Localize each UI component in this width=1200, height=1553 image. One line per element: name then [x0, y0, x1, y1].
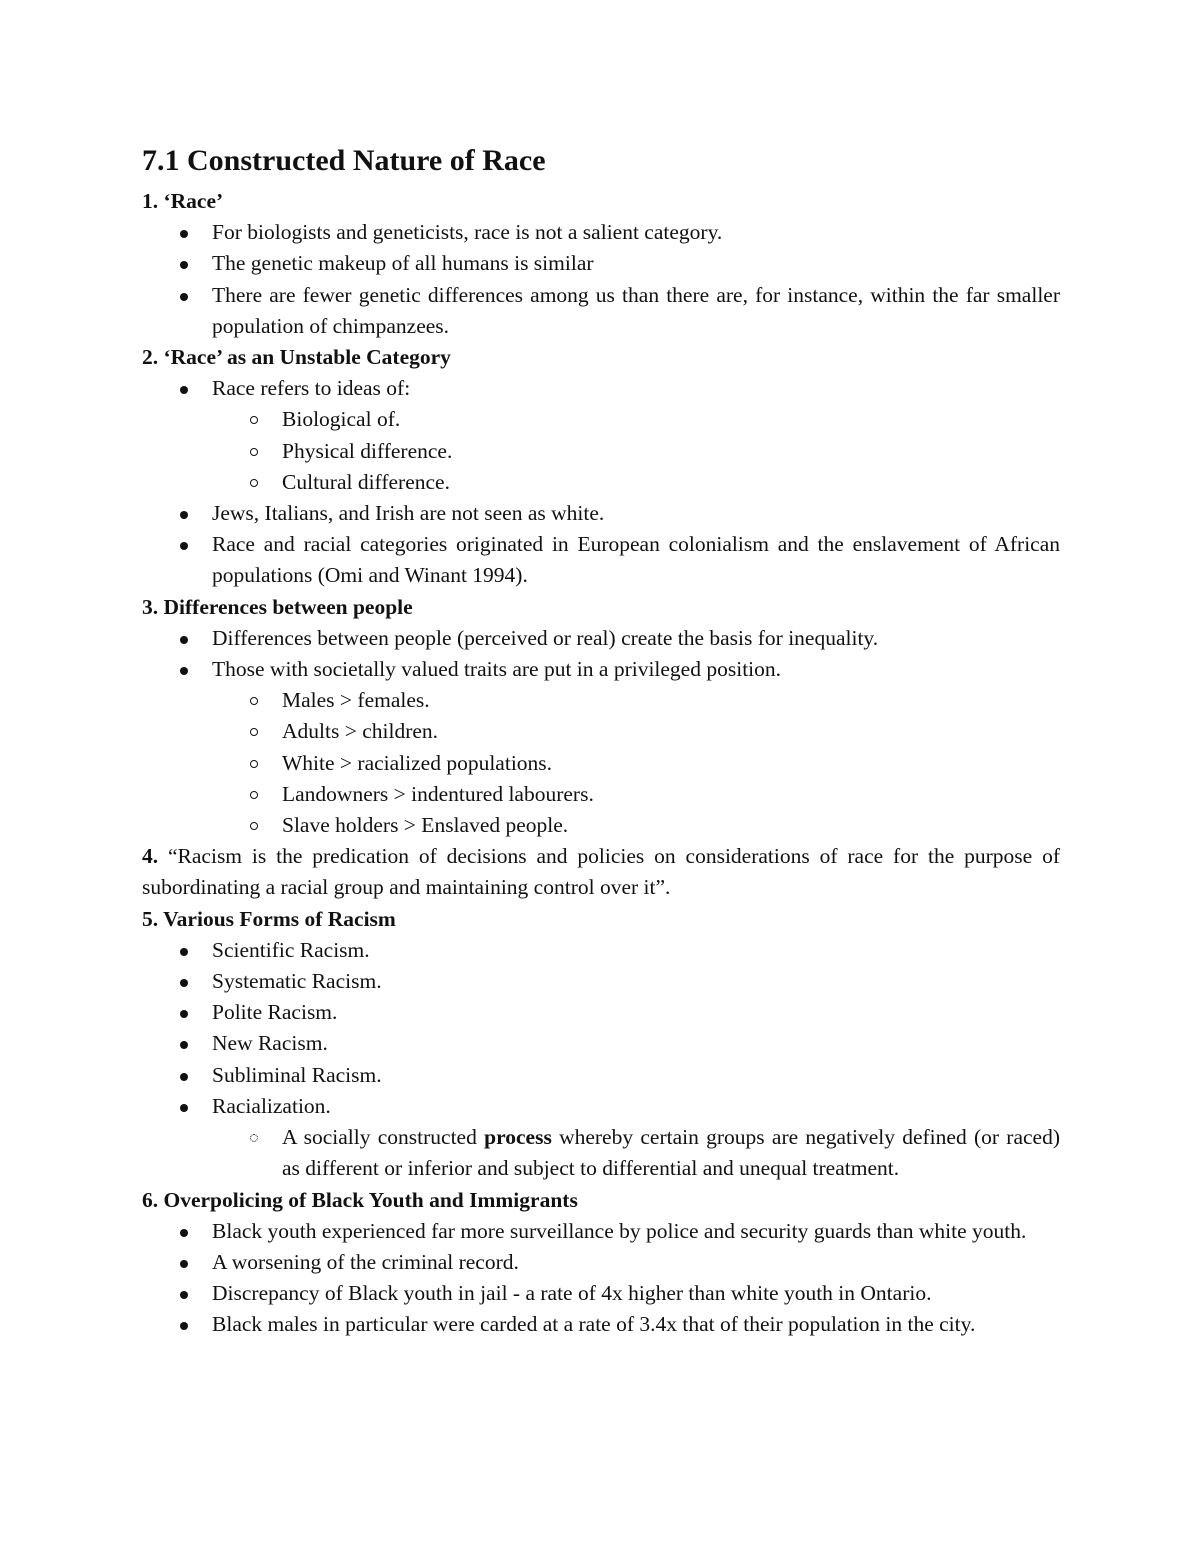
bullet-list [142, 217, 1060, 342]
list-item: For biologists and geneticists, race is not a salient category. [142, 217, 1060, 248]
bullet-icon [180, 386, 188, 394]
sub-bullet-icon [250, 1134, 258, 1142]
list-item: Discrepancy of Black youth in jail - a rate of 4x higher than white youth in Ontario. [142, 1278, 1060, 1309]
section-heading [142, 1185, 1060, 1216]
section-title: Overpolicing of Black Youth and Immigrants [163, 1187, 578, 1212]
section-3 [142, 592, 1060, 842]
bullet-icon [180, 511, 188, 519]
list-item: Race refers to ideas of: [142, 373, 1060, 404]
bullet-icon [180, 948, 188, 956]
section-4 [142, 841, 1060, 903]
sub-bullet-icon [250, 822, 258, 830]
section-title: Various Forms of Racism [163, 906, 396, 931]
section-heading [142, 186, 1060, 217]
list-item: Systematic Racism. [142, 966, 1060, 997]
quote-paragraph [142, 841, 1060, 903]
page-title: 7.1 Constructed Nature of Race [142, 144, 546, 177]
section-heading [142, 904, 1060, 935]
bullet-icon [180, 261, 188, 269]
bold-term: process [484, 1125, 552, 1150]
sub-list-item: Landowners > indentured labourers. [142, 779, 1060, 810]
list-item: Jews, Italians, and Irish are not seen as white. [142, 498, 1060, 529]
sub-list-item: Biological of. [142, 404, 1060, 435]
bullet-icon [180, 1229, 188, 1237]
section-number: 2. [142, 345, 159, 370]
sub-list-item: Physical difference. [142, 436, 1060, 467]
bullet-icon [180, 542, 188, 550]
bullet-icon [180, 1041, 188, 1049]
sub-bullet-icon [250, 448, 258, 456]
section-title: Differences between people [163, 594, 413, 619]
bullet-icon [180, 1104, 188, 1112]
bullet-icon [180, 1291, 188, 1299]
section-title: ‘Race’ [163, 189, 224, 213]
bullet-icon [180, 1073, 188, 1081]
list-item: Differences between people (perceived or real) create the basis for inequality. [142, 623, 1060, 654]
list-item: The genetic makeup of all humans is similar [142, 248, 1060, 279]
section-heading [142, 592, 1060, 623]
list-item: Polite Racism. [142, 997, 1060, 1028]
sub-bullet-icon [250, 791, 258, 799]
sub-list-item: A socially constructed process whereby certain groups are negatively defined (or raced) as different or inferior and subject to differential and unequal treatment. [142, 1122, 1060, 1184]
list-item: Those with societally valued traits are put in a privileged position. [142, 654, 1060, 685]
section-number: 3. [142, 594, 159, 619]
sub-list-item: Cultural difference. [142, 467, 1060, 498]
section-number: 1. [142, 189, 159, 213]
list-item: A worsening of the criminal record. [142, 1247, 1060, 1278]
list-item: Black youth experienced far more surveillance by police and security guards than white youth. [142, 1216, 1060, 1247]
sub-bullet-icon [250, 479, 258, 487]
bullet-icon [180, 293, 188, 301]
bullet-icon [180, 1010, 188, 1018]
list-item: Black males in particular were carded at a rate of 3.4x that of their population in the city. [142, 1309, 1060, 1340]
bullet-list [142, 1216, 1060, 1341]
list-item: Scientific Racism. [142, 935, 1060, 966]
sub-bullet-icon [250, 760, 258, 768]
bullet-icon [180, 636, 188, 644]
section-heading [142, 342, 1060, 373]
sub-list-item: Males > females. [142, 685, 1060, 716]
list-item: New Racism. [142, 1028, 1060, 1059]
sub-list-item: Slave holders > Enslaved people. [142, 810, 1060, 841]
section-title: ‘Race’ as an Unstable Category [163, 345, 451, 370]
list-item: There are fewer genetic differences among us than there are, for instance, within the far smaller population of chimpanzees. [142, 280, 1060, 342]
document-content [142, 140, 1060, 1341]
section-number: 6. [142, 1187, 159, 1212]
sub-bullet-icon [250, 728, 258, 736]
section-5 [142, 904, 1060, 1185]
bullet-icon [180, 230, 188, 238]
sub-list-item: Adults > children. [142, 716, 1060, 747]
list-item: Race and racial categories originated in European colonialism and the enslavement of African populations (Omi and Winant 1994). [142, 529, 1060, 591]
sub-bullet-icon [250, 697, 258, 705]
bullet-icon [180, 667, 188, 675]
bullet-icon [180, 1260, 188, 1268]
bullet-list [142, 623, 1060, 841]
section-1 [142, 186, 1060, 342]
section-number: 4. [142, 844, 159, 869]
quote-text: “Racism is the predication of decisions and policies on considerations of race for the purpose of subordinating a racial group and maintaining control over it”. [142, 844, 1060, 900]
bullet-list [142, 935, 1060, 1185]
bullet-icon [180, 979, 188, 987]
bullet-icon [180, 1322, 188, 1330]
sub-list-item: White > racialized populations. [142, 748, 1060, 779]
sub-bullet-icon [250, 416, 258, 424]
list-item: Racialization. [142, 1091, 1060, 1122]
bullet-list [142, 373, 1060, 591]
list-item: Subliminal Racism. [142, 1060, 1060, 1091]
section-number: 5. [142, 906, 159, 931]
section-2 [142, 342, 1060, 592]
section-6 [142, 1185, 1060, 1341]
